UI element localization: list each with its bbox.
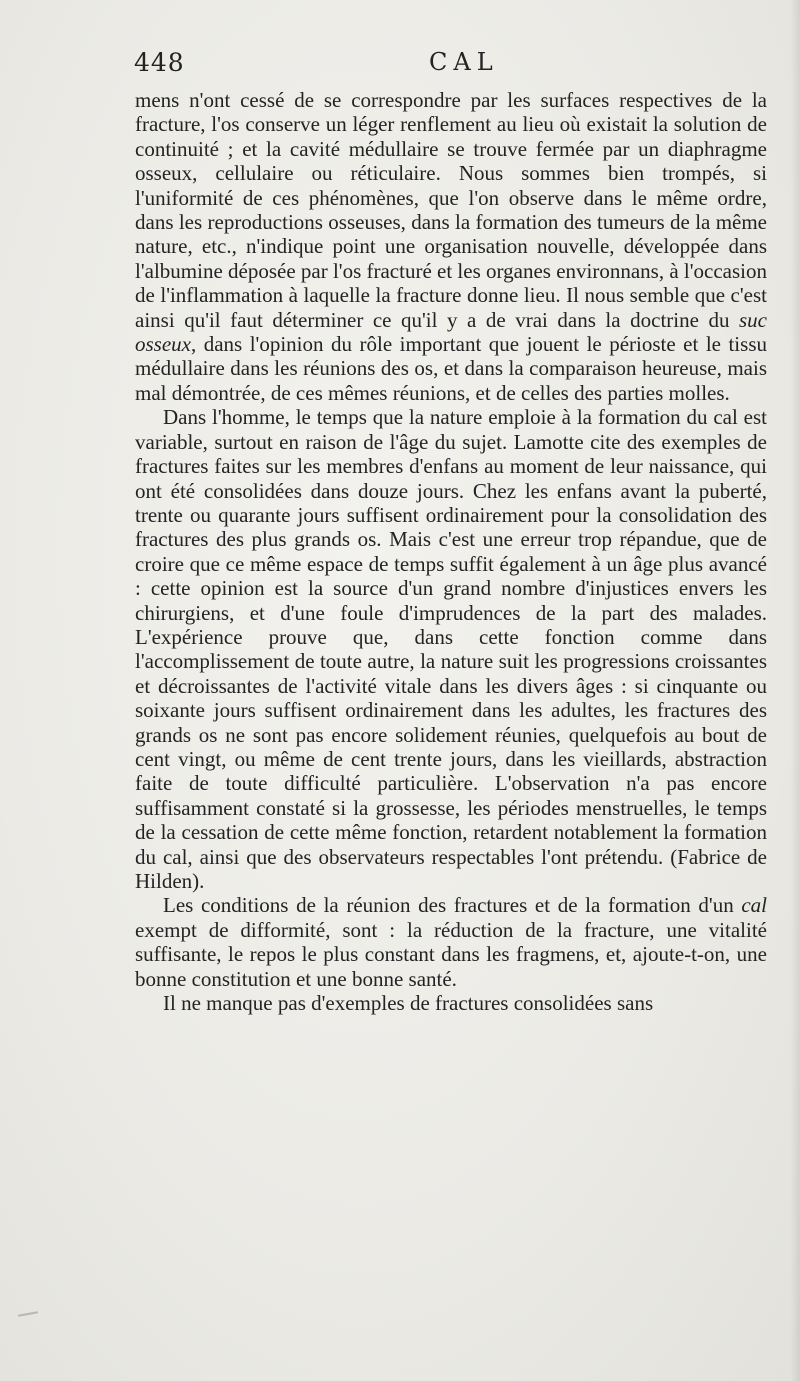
paragraph [135,991,767,1015]
paragraph-text: Les conditions de la réunion des fractures et de la formation d'un [163,893,742,918]
paragraph-text: Dans l'homme, le temps que la nature emploie à la formation du cal est variable, surtout en raison de l'âge du sujet. Lamotte cite des exemples de fractures faites sur les membres d'enfans au moment de leur naissance, qui ont été consolidées dans douze jours. Chez les enfans avant la puberté, trente ou quarante jours suffisent ordinairement pour la consolidation des fractures des plus grands os. Mais c'est une erreur trop répandue, que de croire que ce même espace de temps suffit également à un âge plus avancé : cette opinion est la source d'un grand nombre d'injustices envers les chirurgiens, et d'une foule d'imprudences de la part des malades. L'expérience prouve que, dans cette fonction comme dans l'accomplissement de toute autre, la nature suit les progressions croissantes et décroissantes de l'activité vitale dans les divers âges : si cinquante ou soixante jours suffisent ordinairement dans les adultes, les fractures des grands os ne sont pas encore solidement réunies, quelquefois au bout de cent vingt, ou même de cent trente jours, dans les vieillards, abstraction faite de toute difficulté particulière. L'observation n'a pas encore suffisamment constaté si la grossesse, les périodes menstruelles, le temps de la cessation de cette même fonction, retardent notablement la formation du cal, ainsi que des observateurs respectables l'ont prétendu. (Fabrice de Hilden). [135,405,767,893]
body-text [135,88,767,1015]
margin-mark [18,1311,38,1316]
italic-term: cal [741,893,767,918]
italic-term: suc osseux [135,307,767,357]
page-number: 448 [134,48,185,77]
running-head: CAL [429,48,499,76]
paragraph [135,893,767,991]
paragraph-text: , dans l'opinion du rôle important que jouent le périoste et le tissu médullaire dans les réunions des os, et dans la comparaison heureuse, mais mal démontrée, de ces mêmes réunions, et de celles des parties molles. [135,332,767,405]
page-header [134,48,774,82]
page-edge-shadow [790,0,800,1381]
paragraph-text: exempt de difformité, sont : la réduction de la fracture, une vitalité suffisante, le repos le plus constant dans les fragmens, et, ajoute-t-on, une bonne constitution et une bonne santé. [135,917,767,991]
paragraph-text: Il ne manque pas d'exemples de fractures consolidées sans [163,991,654,1016]
paragraph [135,405,767,893]
paragraph [135,88,767,405]
paragraph-text: mens n'ont cessé de se correspondre par les surfaces respectives de la fracture, l'os conserve un léger renflement au lieu où existait la solution de continuité ; et la cavité médullaire se trouve fermée par un diaphragme osseux, cellulaire ou réticulaire. Nous sommes bien trompés, si l'uniformité de ces phénomènes, que l'on observe dans le même ordre, dans les reproductions osseuses, dans la formation des tumeurs de la même nature, etc., n'indique point une organisation nouvelle, développée dans l'albumine déposée par l'os fracturé et les organes environnans, à l'occasion de l'inflammation à laquelle la fracture donne lieu. Il nous semble que c'est ainsi qu'il faut déterminer ce qu'il y a de vrai dans la doctrine du [135,88,767,332]
